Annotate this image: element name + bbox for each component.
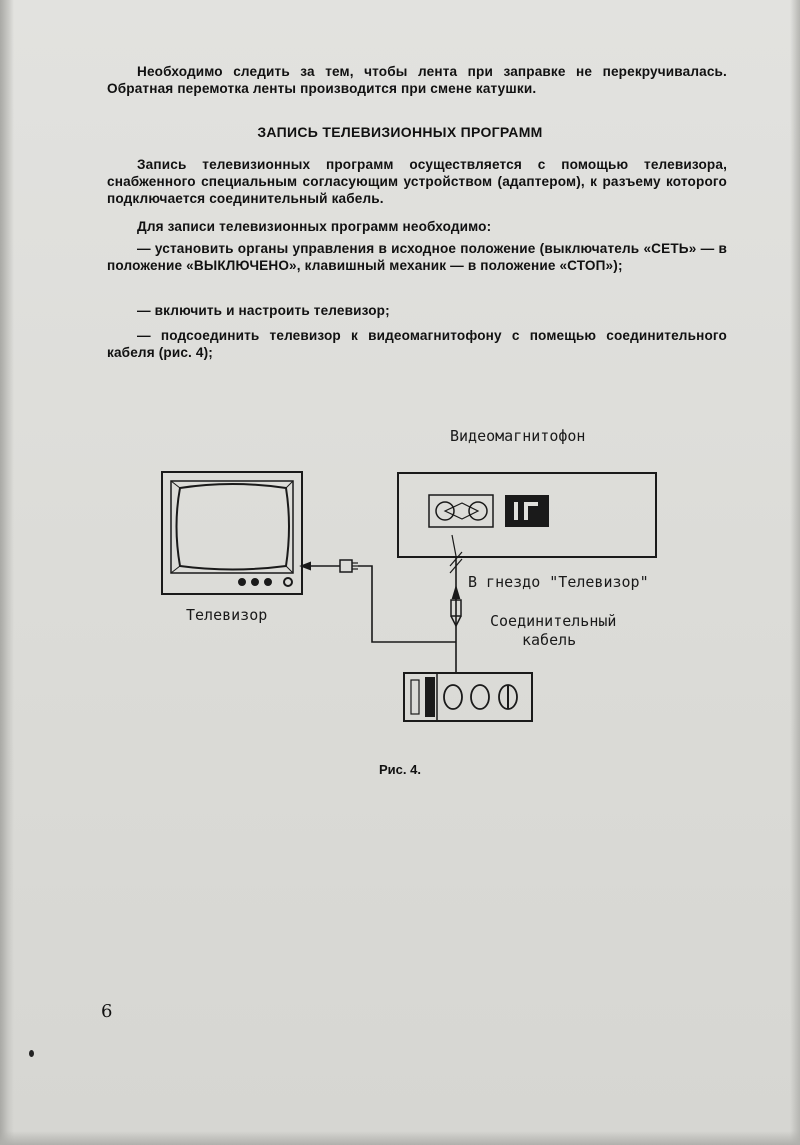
adapter-plug <box>302 560 358 572</box>
figure-caption: Рис. 4. <box>379 762 421 777</box>
paragraph-step-connect: — подсоединить телевизор к видеомагнитофону с помещью соединительного кабеля (рис. 4); <box>107 328 727 360</box>
cable-label-line1: Соединительный <box>490 612 617 630</box>
page-edge-bottom <box>0 1131 800 1145</box>
paragraph-steps-intro: Для записи телевизионных программ необходимо: <box>137 219 492 234</box>
cable-line <box>358 556 456 673</box>
tv-drawing <box>162 472 302 594</box>
tv-label: Телевизор <box>186 606 268 624</box>
section-heading: ЗАПИСЬ ТЕЛЕВИЗИОННЫХ ПРОГРАММ <box>257 124 543 140</box>
vcr-drawing <box>398 473 656 573</box>
paragraph-step-tv-on: — включить и настроить телевизор; <box>137 303 390 318</box>
paragraph-step-controls: — установить органы управления в исходное положение (выключатель «СЕТЬ» — в положение «ВЫКЛЮЧЕНО», клавишный механик — в положение «СТОП»); <box>107 241 727 273</box>
cable-label-line2: кабель <box>522 631 577 649</box>
socket-label: В гнездо "Телевизор" <box>468 573 649 591</box>
adapter-unit <box>404 673 532 721</box>
page-number: 6 <box>101 1001 113 1022</box>
paragraph-tape-threading: Необходимо следить за тем, чтобы лента при заправке не перекручивалась. Обратная перемотка ленты производится при смене катушки. <box>107 64 727 96</box>
paragraph-recording-intro: Запись телевизионных программ осуществляется с помощью телевизора, снабженного специальным согласующим устройством (адаптером), к разъему которого подключается соединительный кабель. <box>107 157 727 206</box>
print-speck <box>29 1050 34 1057</box>
vcr-label: Видеомагнитофон <box>450 427 586 445</box>
